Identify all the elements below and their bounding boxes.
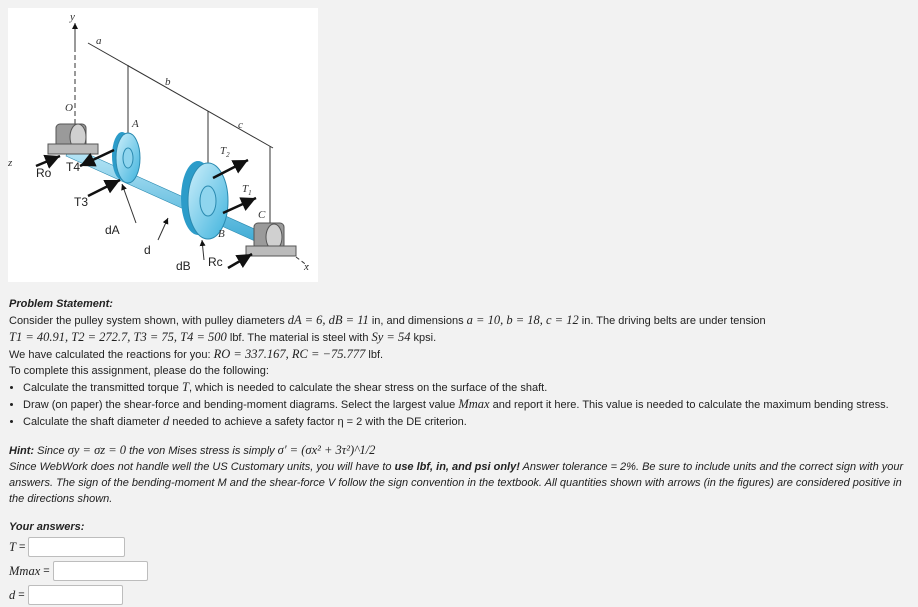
bearing-o <box>48 124 98 154</box>
answer-row-mmax: Mmax = <box>9 559 909 583</box>
label-d: d <box>144 243 151 257</box>
problem-line-4: To complete this assignment, please do the following: <box>9 365 269 377</box>
tensions-math: T1 = 40.91, T2 = 272.7, T3 = 75, T4 = 500 <box>9 330 227 344</box>
answers-section <box>9 519 909 607</box>
task-list <box>9 379 909 430</box>
dimension-line <box>88 43 273 148</box>
label-t4: T4 <box>66 160 81 174</box>
answer-label-d: d <box>9 588 16 602</box>
hint-line-1: Hint: Since σy = σz = 0 the von Mises stress is simply σ′ = (σx² + 3τ²)^1/2 <box>9 443 376 457</box>
label-da: dA <box>105 223 120 237</box>
label-b: b <box>165 76 171 88</box>
problem-line-1: Consider the pulley system shown, with pulley diameters dA = 6, dB = 11 in, and dimensions a = 10, b = 18, c = 12 in. The driving belts are under tension <box>9 313 766 327</box>
t3-arrow <box>88 180 120 196</box>
label-a: a <box>96 35 102 47</box>
answer-input-mmax[interactable] <box>53 561 148 581</box>
label-db: dB <box>176 259 191 273</box>
label-a-upper: A <box>132 118 139 130</box>
task-item-moment: • Draw (on paper) the shear-force and bending-moment diagrams. Select the largest value Mmax and report it here. This value is needed to calculate the maximum bending stress. <box>23 396 909 413</box>
label-x: x <box>304 261 309 273</box>
label-t2: $T_2$ <box>220 145 230 159</box>
label-b-upper: B <box>218 228 225 240</box>
answer-input-t[interactable] <box>28 537 125 557</box>
rc-arrow <box>228 254 252 268</box>
diameters-math: dA = 6, dB = 11 <box>287 313 369 327</box>
problem-figure <box>8 8 318 282</box>
label-o: O <box>65 102 73 114</box>
shaft <box>66 146 270 246</box>
problem-line-2: T1 = 40.91, T2 = 272.7, T3 = 75, T4 = 500 lbf. The material is steel with Sy = 54 kpsi. <box>9 330 437 344</box>
label-y: y <box>70 11 75 23</box>
sy-math: Sy = 54 <box>371 330 411 344</box>
problem-content <box>9 296 909 607</box>
reactions-math: RO = 337.167, RC = −75.777 <box>213 347 366 361</box>
answer-label-t: T <box>9 540 16 554</box>
problem-line-3: We have calculated the reactions for you: RO = 337.167, RC = −75.777 lbf. <box>9 347 384 361</box>
answer-label-mmax: Mmax <box>9 564 41 578</box>
answer-input-d[interactable] <box>28 585 123 605</box>
label-ro: Ro <box>36 166 52 180</box>
dimensions-math: a = 10, b = 18, c = 12 <box>466 313 579 327</box>
hint-block <box>9 442 909 507</box>
label-t1: $T_1$ <box>242 183 252 197</box>
problem-heading: Problem Statement: <box>9 298 113 310</box>
label-z: z <box>8 157 13 169</box>
bearing-c <box>246 223 296 256</box>
label-c-upper: C <box>258 209 266 221</box>
task-item-diameter: • Calculate the shaft diameter d needed to achieve a safety factor η = 2 with the DE criterion. <box>23 413 909 430</box>
task-item-torque: • Calculate the transmitted torque T, which is needed to calculate the shear stress on the surface of the shaft. <box>23 379 909 396</box>
answer-row-d: d = <box>9 583 909 607</box>
label-c: c <box>238 119 243 131</box>
label-rc: Rc <box>208 255 223 269</box>
pulley-a <box>112 132 140 183</box>
hint-line-2: Since WebWork does not handle well the US Customary units, you will have to use lbf, in, and psi only! Answer tolerance = 2%. Be sure to include units and the correct sign with your answers. The sign of the bending-moment M and the shear-force V follow the sign convention in the textbook. All quantities shown with arrows (in the figures) are considered positive in the directions shown. <box>9 461 904 505</box>
pulley-shaft-diagram <box>8 8 318 282</box>
answer-row-t: T = <box>9 535 909 559</box>
label-t3: T3 <box>74 195 89 209</box>
answers-heading: Your answers: <box>9 521 85 533</box>
ro-arrow <box>36 156 60 166</box>
